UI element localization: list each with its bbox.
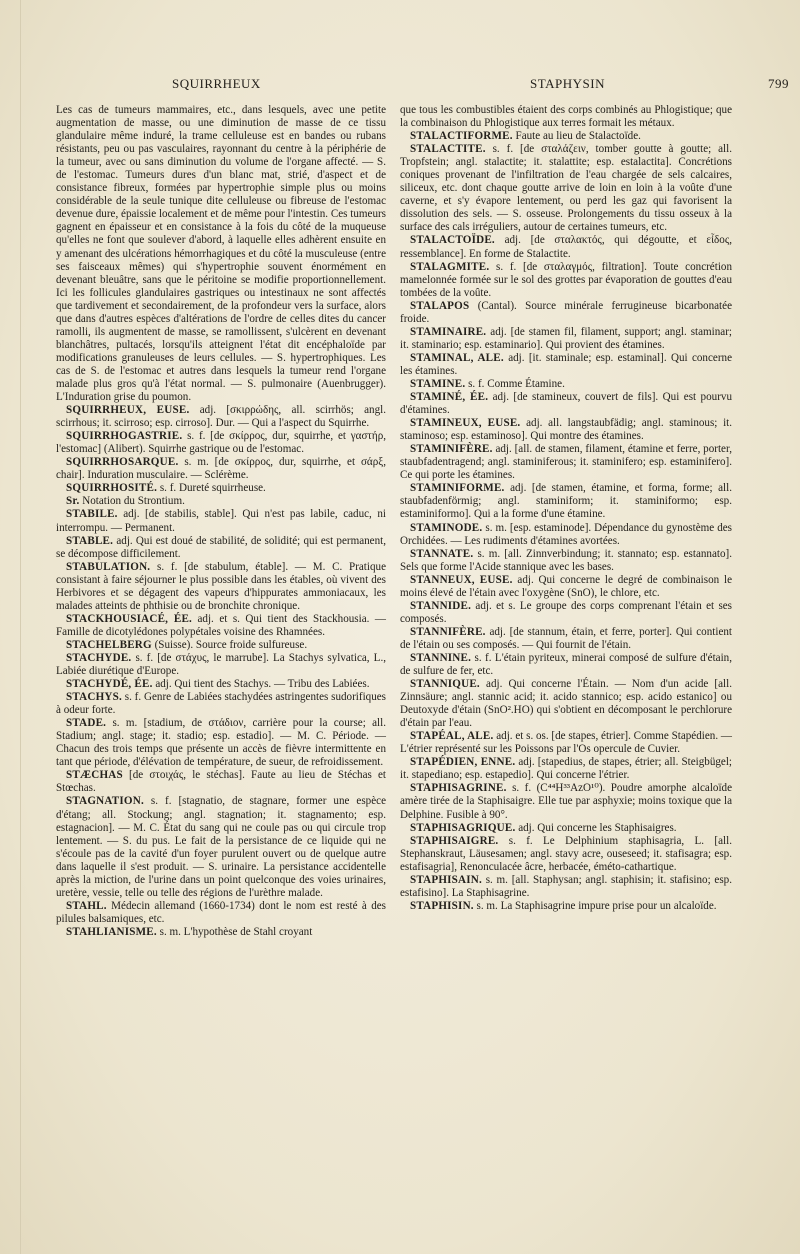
dictionary-entry bbox=[400, 522, 732, 548]
entry-definition: adj. Qui tient des Stachys. — Tribu des Labiées. bbox=[152, 678, 370, 691]
dictionary-entry bbox=[56, 535, 386, 561]
entry-headword: STAMINIFORME. bbox=[410, 482, 505, 495]
entry-definition: s. f. L'étain pyriteux, minerai composé de sulfure d'étain, de sulfure de fer, etc. bbox=[400, 651, 732, 678]
entry-definition: adj. et s. Le groupe des corps comprenant l'étain et ses composés. bbox=[400, 599, 732, 625]
entry-definition: s. f. [stagnatio, de stagnare, former une espèce d'étang; all. Stockung; angl. stagnation; it. stagnamento; esp. estagnacion]. — M. C. État du sang qui ne coule pas ou qui circule trop lentement. — S. du pus. Le fait de la persistance de ce liquide qui ne s'écoule pas de la cavité d'un foyer purulent ouvert ou de quelque autre dans laquelle il s'est produit. — S. urinaire. La persistance accidentelle après la miction, de l'urine dans un point quelconque des voies urinaires, uretère, vessie, telle ou telle des régions de l'urèthre malade. bbox=[56, 795, 386, 899]
entry-definition: adj. [de stamen, étamine, et forma, forme; all. staubfadenförmig; angl. staminiform; it. staminiformo; esp. estaminiformo]. Qui a la forme d'une étamine. bbox=[400, 482, 732, 521]
dictionary-entry bbox=[56, 430, 386, 456]
dictionary-entry bbox=[400, 574, 732, 600]
entry-definition: s. f. Genre de Labiées stachydées astringentes sudorifiques à odeur forte. bbox=[56, 691, 386, 717]
dictionary-entry bbox=[56, 456, 386, 482]
right-column bbox=[400, 104, 732, 913]
entry-headword: STAGNATION. bbox=[66, 795, 144, 808]
entry-headword: SQUIRRHOGASTRIE. bbox=[66, 430, 183, 443]
dictionary-entry bbox=[56, 561, 386, 613]
entry-headword: STANNIDE. bbox=[410, 599, 472, 612]
dictionary-entry bbox=[400, 482, 732, 521]
entry-headword: STAMINIFÈRE. bbox=[410, 443, 493, 456]
entry-headword: STANNINE. bbox=[410, 651, 472, 664]
dictionary-entry bbox=[400, 104, 732, 130]
entry-definition: (Cantal). Source minérale ferrugineuse bicarbonatée froide. bbox=[400, 299, 732, 325]
entry-headword: STAMINAIRE. bbox=[410, 325, 487, 338]
entry-definition: s. m. [all. Zinnverbindung; it. stannato; esp. estannato]. Sels que forme l'Acide stannique avec les bases. bbox=[400, 547, 732, 573]
entry-headword: STAMINÉ, ÉE. bbox=[410, 391, 489, 404]
entry-definition: s. m. L'hypothèse de Stahl croyant bbox=[156, 925, 313, 938]
dictionary-entry bbox=[56, 691, 386, 717]
dictionary-entry bbox=[400, 730, 732, 756]
entry-headword: STAPHISAIGRE. bbox=[410, 834, 499, 847]
entry-definition: Médecin allemand (1660-1734) dont le nom est resté à des pilules balsamiques, etc. bbox=[56, 899, 386, 925]
entry-headword: STAHL. bbox=[66, 899, 107, 912]
entry-headword: STAPHISAIN. bbox=[410, 873, 482, 886]
dictionary-entry bbox=[400, 417, 732, 443]
dictionary-entry bbox=[400, 652, 732, 678]
entry-headword: STÆCHAS bbox=[66, 769, 123, 782]
page-number: 799 bbox=[768, 76, 789, 91]
header-center-word: STAPHYSIN bbox=[530, 76, 605, 91]
entry-headword: STALACTIFORME. bbox=[410, 130, 513, 143]
dictionary-entry bbox=[400, 130, 732, 143]
entry-definition: s. m. [all. Staphysan; angl. staphisin; it. stafisino; esp. estafisino]. La Staphisagrine. bbox=[400, 873, 732, 899]
dictionary-entry bbox=[400, 234, 732, 260]
entry-definition: s. m. [esp. estaminode]. Dépendance du gynostème des Orchidées. — Les rudiments d'étamines avortées. bbox=[400, 521, 732, 547]
dictionary-entry bbox=[400, 443, 732, 482]
entry-headword: STAMINAL, ALE. bbox=[410, 351, 504, 364]
dictionary-entry bbox=[400, 326, 732, 352]
dictionary-entry bbox=[400, 900, 732, 913]
entry-headword: STACKHOUSIACÉ, ÉE. bbox=[66, 612, 193, 625]
entry-headword: STANNEUX, EUSE. bbox=[410, 573, 513, 586]
entry-headword: STAPHISAGRINE. bbox=[410, 782, 507, 795]
dictionary-entry bbox=[400, 835, 732, 874]
entry-definition: adj. [σκιρρώδης, all. scirrhös; angl. scirrhous; it. scirroso; esp. cirroso]. Dur. — Qui a l'aspect du Squirrhe. bbox=[56, 404, 387, 430]
entry-headword: SQUIRRHOSITÉ. bbox=[66, 482, 158, 495]
entry-headword: STAPÉAL, ALE. bbox=[410, 730, 494, 743]
entry-headword: STAPÉDIEN, ENNE. bbox=[410, 756, 516, 769]
entry-headword: STACHELBERG bbox=[66, 638, 152, 651]
entry-headword: STABLE. bbox=[66, 534, 114, 547]
dictionary-entry bbox=[400, 782, 732, 821]
dictionary-entry bbox=[56, 613, 386, 639]
dictionary-entry bbox=[56, 900, 386, 926]
dictionary-entry bbox=[400, 391, 732, 417]
entry-headword: STACHYDÉ, ÉE. bbox=[66, 678, 153, 691]
entry-definition: adj. [de stannum, étain, et ferre, porter]. Qui contient de l'étain ou ses composés. — Qui fournit de l'étain. bbox=[400, 625, 732, 651]
dictionary-entry bbox=[400, 756, 732, 782]
entry-definition: (Suisse). Source froide sulfureuse. bbox=[151, 638, 308, 651]
dictionary-entry bbox=[56, 508, 386, 534]
entry-definition: s. f. Comme Étamine. bbox=[465, 377, 565, 390]
entry-headword: Sr. bbox=[66, 495, 80, 508]
entry-definition: s. f. (C⁴⁴H³³AzO¹⁰). Poudre amorphe alcaloïde amère tirée de la Staphisaigre. Elle tue par asphyxie; moins toxique que la Delphine. Fusible à 90°. bbox=[400, 782, 732, 821]
dictionary-entry bbox=[400, 300, 732, 326]
entry-definition: adj. [de stabilis, stable]. Qui n'est pas labile, caduc, ni interrompu. — Permanent. bbox=[56, 508, 386, 534]
entry-definition: adj. [stapedius, de stapes, étrier; all. Steigbügel; it. stapediano; esp. estapedio]. Qui concerne l'étrier. bbox=[400, 756, 732, 782]
entry-headword: SQUIRRHEUX, EUSE. bbox=[66, 404, 190, 417]
entry-headword: STANNIQUE. bbox=[410, 678, 480, 691]
entry-definition: s. m. [stadium, de στάδιον, carrière pour la course; all. Stadium; angl. stage; it. stadio; esp. estadio]. — M. C. Période. — Chacun des trois temps que présente un accès de fièvre intermittente en tant que période, d'élévation de température, de sueur, de refroidissement. bbox=[56, 717, 386, 769]
entry-definition: s. f. Dureté squirrheuse. bbox=[157, 482, 266, 495]
dictionary-entry bbox=[400, 261, 732, 300]
entry-definition: adj. Qui concerne l'Étain. — Nom d'un acide [all. Zinnsäure; angl. stannic acid; it. acido stannico; esp. acido estanico] ou Deutoxyde d'étain (SnO².HO) qui s'obtient en décomposant le perchlorure d'étain par l'eau. bbox=[400, 678, 732, 730]
header-left-word: SQUIRRHEUX bbox=[172, 76, 261, 91]
running-header bbox=[0, 76, 800, 96]
entry-definition: s. f. [de σταλάζειν, tomber goutte à goutte; all. Tropfstein; angl. stalactite; it. stalattite; esp. estalactita]. Concrétions coniques provenant de l'infiltration de l'eau chargée de sels calcaires, siliceux, etc. dont chaque goutte arrive de loin en loin à la voûte d'une caverne, et s'y évapore lentement, ou perd les gaz qui favorisent la dissolution des sels. — S. osseuse. Prolongements du tissu osseux à la surface des cals irréguliers, autour de certaines tumeurs, etc. bbox=[400, 143, 732, 234]
entry-headword: STANNIFÈRE. bbox=[410, 625, 486, 638]
dictionary-entry bbox=[56, 495, 386, 508]
page-shadow-line bbox=[20, 0, 21, 1254]
entry-headword: STACHYS. bbox=[66, 691, 122, 704]
dictionary-entry bbox=[56, 717, 386, 769]
dictionary-entry bbox=[400, 600, 732, 626]
dictionary-entry bbox=[56, 482, 386, 495]
entry-definition: adj. all. langstaubfädig; angl. staminous; it. staminoso; esp. estaminoso]. Qui montre des étamines. bbox=[400, 417, 733, 443]
entry-definition: Faute au lieu de Stalactoïde. bbox=[512, 130, 641, 143]
entry-definition: s. f. [de σταλαγμός, filtration]. Toute concrétion mamelonnée formée sur le sol des grottes par évaporation de gouttes d'eau tombées de la voûte. bbox=[400, 260, 732, 299]
entry-headword: STALACTITE. bbox=[410, 143, 486, 156]
dictionary-entry bbox=[400, 678, 732, 730]
dictionary-entry bbox=[56, 639, 386, 652]
entry-definition: [de στοιχάς, le stéchas]. Faute au lieu de Stéchas et Stœchas. bbox=[56, 769, 386, 795]
dictionary-entry bbox=[400, 352, 732, 378]
entry-headword: STALAGMITE. bbox=[410, 260, 490, 273]
entry-definition: Les cas de tumeurs mammaires, etc., dans lesquels, avec une petite augmentation de masse, ou une diminution de masse de ce tissu glandulaire même induré, la trame celluleuse est en bandes ou rubans résistants, peu ou pas vasculaires, rayonnant du centre à la périphérie de la tumeur, avec ou sans diminution du volume de l'organe affecté. — S. de l'estomac. Tumeurs dures d'un blanc mat, strié, d'aspect et de consistance fibreux, formées par hypertrophie simple plus ou moins considérable de la seule tunique dite celluleuse ou fibreuse de l'estomac devenue dure, épaissie localement et de même pour l'intestin. Ces tumeurs gagnent en épaisseur et en consistance à la fois du côté de la muqueuse qu'elles ne font que soulever d'abord, à laquelle elles adhèrent ensuite en y amenant des ulcérations hémorrhagiques et du côté la musculeuse (entre ses faisceaux mêmes) qui s'hypertrophie souvent énormément en devenant bleuâtre, sans que le péritoine se modifie proportionnellement. Ici les follicules glandulaires gastriques ou intestinaux ne sont affectés que tardivement et secondairement, de la profondeur vers la surface, alors que dans d'autres espèces d'altérations de l'ordre de celles dites du cancer ramolli, ils augmentent de masse, se ramollissent, s'ulcèrent en devenant blanchâtres, pultacés, lorsqu'ils atteignent l'état dit encéphaloïde par modifications granuleuses de leurs cellules. — S. hypertrophiques. Les cas de S. de l'estomac et autres dans lesquels la tumeur rend l'organe malade plus gros qu'à l'état normal. — S. pulmonaire (Auenbrugger). L'Induration grise du poumon. bbox=[56, 104, 386, 404]
dictionary-entry bbox=[56, 926, 386, 939]
entry-headword: SQUIRRHOSARQUE. bbox=[66, 456, 179, 469]
dictionary-entry bbox=[56, 769, 386, 795]
entry-definition: adj. et s. os. [de stapes, étrier]. Comme Stapédien. — L'étrier représenté sur les Poissons par l'Os opercule de Cuvier. bbox=[400, 730, 732, 756]
entry-definition: adj. [de stamineux, couvert de fils]. Qui est pourvu d'étamines. bbox=[400, 391, 732, 417]
dictionary-entry bbox=[400, 143, 732, 234]
entry-definition: adj. Qui est doué de stabilité, de solidité; qui est permanent, se décompose difficilement. bbox=[56, 534, 386, 560]
entry-headword: STALACTOÏDE. bbox=[410, 234, 495, 247]
entry-definition: adj. Qui concerne le degré de combinaison le moins élevé de l'étain avec l'oxygène (SnO), le chlore, etc. bbox=[400, 573, 732, 599]
entry-headword: STAHLIANISME. bbox=[66, 925, 157, 938]
entry-definition: adj. [de stamen fil, filament, support; angl. staminar; it. staminario; esp. estaminario]. Qui provient des étamines. bbox=[400, 325, 732, 351]
entry-definition: Notation du Strontium. bbox=[79, 495, 185, 508]
entry-headword: STAMINE. bbox=[410, 377, 466, 390]
entry-definition: adj. et s. Qui tient des Stackhousia. — Famille de dicotylédones polypétales voisine des Rhamnées. bbox=[56, 612, 386, 638]
dictionary-entry bbox=[400, 626, 732, 652]
entry-definition: s. m. [de σκίρρος, dur, squirrhe, et σάρξ, chair]. Induration musculaire. — Sclérème. bbox=[56, 456, 386, 482]
entry-definition: s. m. La Staphisagrine impure prise pour un alcaloïde. bbox=[473, 899, 717, 912]
dictionary-entry bbox=[400, 874, 732, 900]
entry-headword: STAMINODE. bbox=[410, 521, 483, 534]
entry-definition: adj. [it. staminale; esp. estaminal]. Qui concerne les étamines. bbox=[400, 351, 732, 377]
dictionary-entry bbox=[56, 678, 386, 691]
entry-headword: STADE. bbox=[66, 717, 107, 730]
entry-definition: que tous les combustibles étaient des corps combinés au Phlogistique; que la combinaison du Phlogistique aux terres formait les métaux. bbox=[400, 104, 732, 130]
entry-definition: adj. [de σταλακτός, qui dégoutte, et εἶδος, ressemblance]. En forme de Stalactite. bbox=[400, 234, 732, 260]
entry-definition: s. f. [de stabulum, étable]. — M. C. Pratique consistant à faire séjourner le plus possible dans les étables, où vivent des Herbivores et se dégagent des vapeurs d'hippurates ammoniacaux, les malades atteints de phthisie ou de bronchite chronique. bbox=[56, 560, 386, 612]
dictionary-entry bbox=[56, 404, 386, 430]
entry-definition: adj. [all. de stamen, filament, étamine et ferre, porter, staubfadentragend; angl. staminiferous; it. staminifero; esp. estaminifero]. Ce qui porte les étamines. bbox=[400, 443, 732, 482]
entry-definition: adj. Qui concerne les Staphisaigres. bbox=[515, 821, 677, 834]
entry-headword: STANNATE. bbox=[410, 547, 474, 560]
entry-headword: STABILE. bbox=[66, 508, 118, 521]
entry-headword: STABULATION. bbox=[66, 560, 151, 573]
dictionary-entry bbox=[400, 822, 732, 835]
entry-headword: STALAPOS bbox=[410, 299, 470, 312]
entry-headword: STAPHISAGRIQUE. bbox=[410, 821, 516, 834]
entry-headword: STAPHISIN. bbox=[410, 899, 474, 912]
dictionary-entry bbox=[400, 548, 732, 574]
entry-headword: STACHYDE. bbox=[66, 651, 132, 664]
entry-definition: s. f. Le Delphinium staphisagria, L. [all. Stephanskraut, Läusesamen; angl. stavy acre, ouseseed; it. stafisagra; esp. estafisagria], Renonculacée âcre, herbacée, éméto-cathartique. bbox=[400, 834, 732, 873]
dictionary-entry bbox=[400, 378, 732, 391]
entry-definition: s. f. [de στάχυς, le marrube]. La Stachys sylvatica, L., Labiée diurétique d'Europe. bbox=[56, 651, 386, 678]
dictionary-entry bbox=[56, 652, 386, 678]
left-column bbox=[56, 104, 386, 939]
entry-definition: s. f. [de σκίρρος, dur, squirrhe, et γαστήρ, l'estomac] (Alibert). Squirrhe gastrique ou de l'estomac. bbox=[56, 430, 386, 456]
dictionary-entry bbox=[56, 104, 386, 404]
dictionary-entry bbox=[56, 795, 386, 899]
entry-headword: STAMINEUX, EUSE. bbox=[410, 417, 521, 430]
